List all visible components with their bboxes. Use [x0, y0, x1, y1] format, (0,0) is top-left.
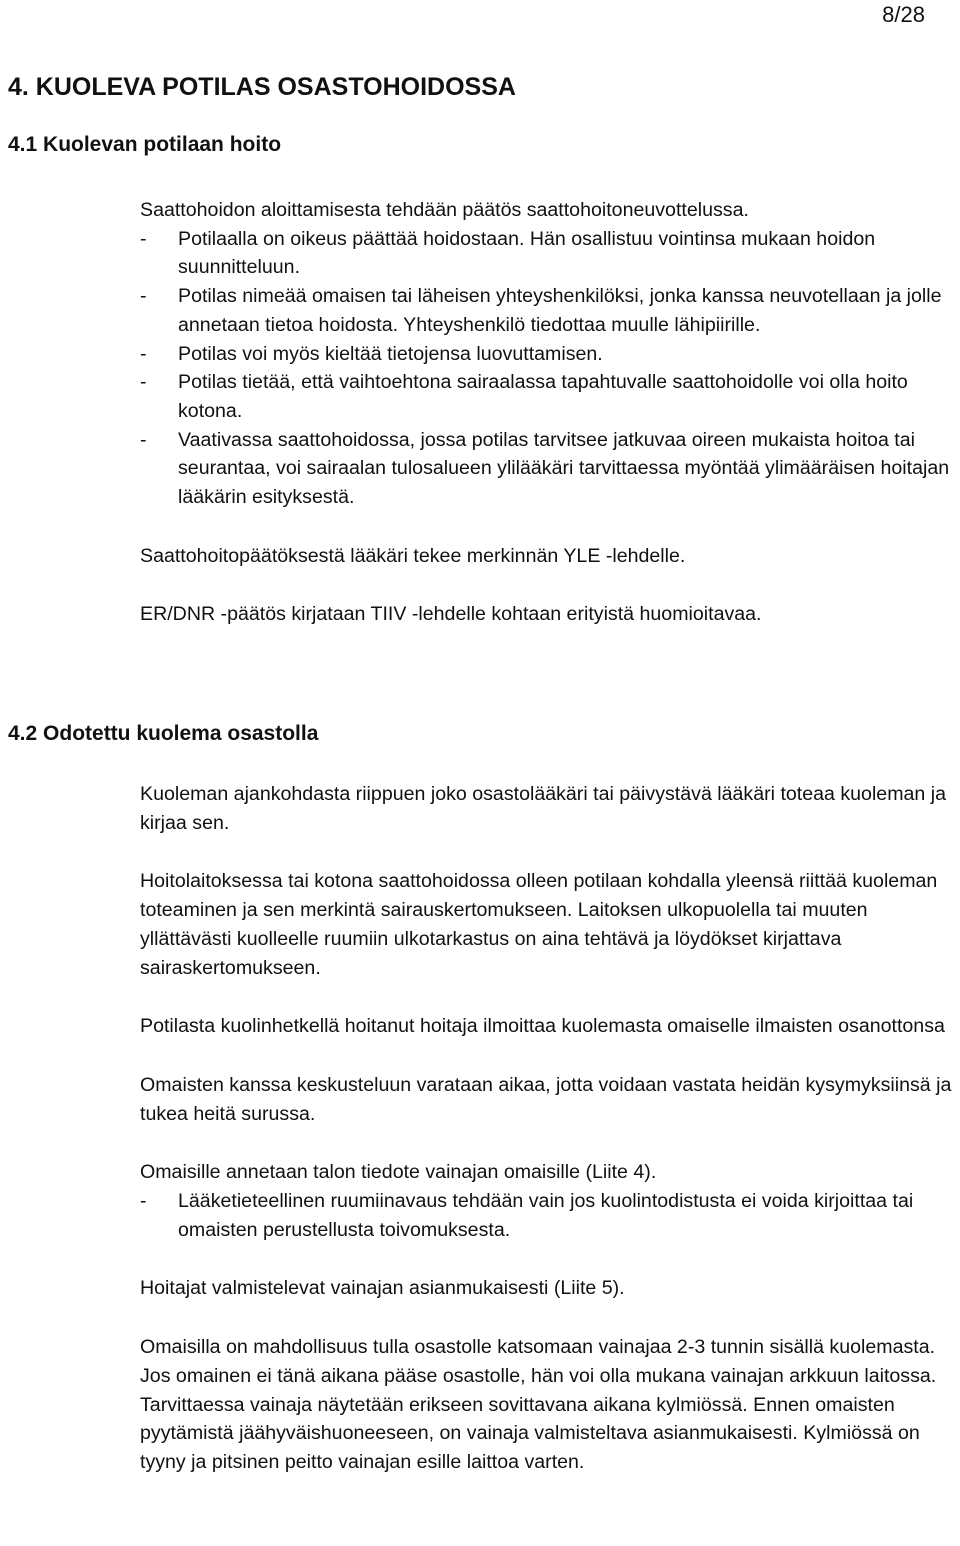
section-4-1-body: [140, 196, 952, 629]
list-item: - Potilas tietää, että vaihtoehtona sairaalassa tapahtuvalle saattohoidolle voi olla hoito kotona.: [140, 368, 952, 425]
paragraph: Hoitajat valmistelevat vainajan asianmukaisesti (Liite 5).: [140, 1277, 625, 1300]
paragraph: Hoitolaitoksessa tai kotona saattohoidossa olleen potilaan kohdalla yleensä riittää kuoleman toteaminen ja sen merkintä sairauskertomukseen. Laitoksen ulkopuolella tai muuten yllättävästi kuolleelle ruumiin ulkotarkastus on aina tehtävä ja löydökset kirjattava sairaskertomukseen.: [140, 870, 938, 979]
list-item: - Potilas voi myös kieltää tietojensa luovuttamisen.: [140, 340, 952, 369]
paragraph: Omaisille annetaan talon tiedote vainajan omaisille (Liite 4).: [140, 1161, 657, 1184]
section-4-2-body: [140, 780, 952, 1477]
paragraph: Kuoleman ajankohdasta riippuen joko osastolääkäri tai päivystävä lääkäri toteaa kuoleman ja kirjaa sen.: [140, 783, 947, 834]
list-item: - Potilas nimeää omaisen tai läheisen yhteyshenkilöksi, jonka kanssa neuvotellaan ja jolle annetaan tietoa hoidosta. Yhteyshenkilö tiedottaa muulle lähipiirille.: [140, 282, 952, 339]
list-item: - Vaativassa saattohoidossa, jossa potilas tarvitsee jatkuvaa oireen mukaista hoitoa tai seurantaa, voi sairaalan tulosalueen ylilääkäri tarvittaessa myöntää ylimääräisen hoitajan lääkärin esityksestä.: [140, 426, 952, 512]
intro-paragraph: Saattohoidon aloittamisesta tehdään päätös saattohoitoneuvottelussa.: [140, 199, 749, 221]
section-heading-4-2: 4.2 Odotettu kuolema osastolla: [8, 722, 319, 745]
bullet-list: [140, 1187, 952, 1244]
paragraph-dnr: ER/DNR -päätös kirjataan TIIV -lehdelle kohtaan erityistä huomioitavaa.: [140, 603, 762, 626]
list-item: - Potilaalla on oikeus päättää hoidostaan. Hän osallistuu vointinsa mukaan hoidon suunnitteluun.: [140, 225, 952, 282]
page-number: 8/28: [882, 2, 925, 27]
paragraph: Omaisilla on mahdollisuus tulla osastolle katsomaan vainajaa 2-3 tunnin sisällä kuolemasta. Jos omainen ei tänä aikana pääse osastolle, hän voi olla mukana vainajan arkkuun laitossa. Tarvittaessa vainaja näytetään erikseen sovittavana aikana kylmiössä. Ennen omaisten pyytämistä jäähyväishuoneeseen, on vainaja valmisteltava asianmukaisesti. Kylmiössä on tyyny ja pitsinen peitto vainajan esille laittoa varten.: [140, 1336, 937, 1473]
paragraph-yle: Saattohoitopäätöksestä lääkäri tekee merkinnän YLE -lehdelle.: [140, 544, 686, 567]
section-heading-4-1: 4.1 Kuolevan potilaan hoito: [8, 133, 282, 156]
bullet-list: [140, 225, 952, 512]
paragraph: Omaisten kanssa keskusteluun varataan aikaa, jotta voidaan vastata heidän kysymyksiinsä ja tukea heitä surussa.: [140, 1073, 952, 1125]
list-item: - Lääketieteellinen ruumiinavaus tehdään vain jos kuolintodistusta ei voida kirjoittaa tai omaisten perustellusta toivomuksesta.: [140, 1187, 952, 1244]
chapter-heading: 4. KUOLEVA POTILAS OSASTOHOIDOSSA: [8, 73, 516, 101]
paragraph: Potilasta kuolinhetkellä hoitanut hoitaja ilmoittaa kuolemasta omaiselle ilmaisten osanottonsa: [140, 1015, 945, 1038]
